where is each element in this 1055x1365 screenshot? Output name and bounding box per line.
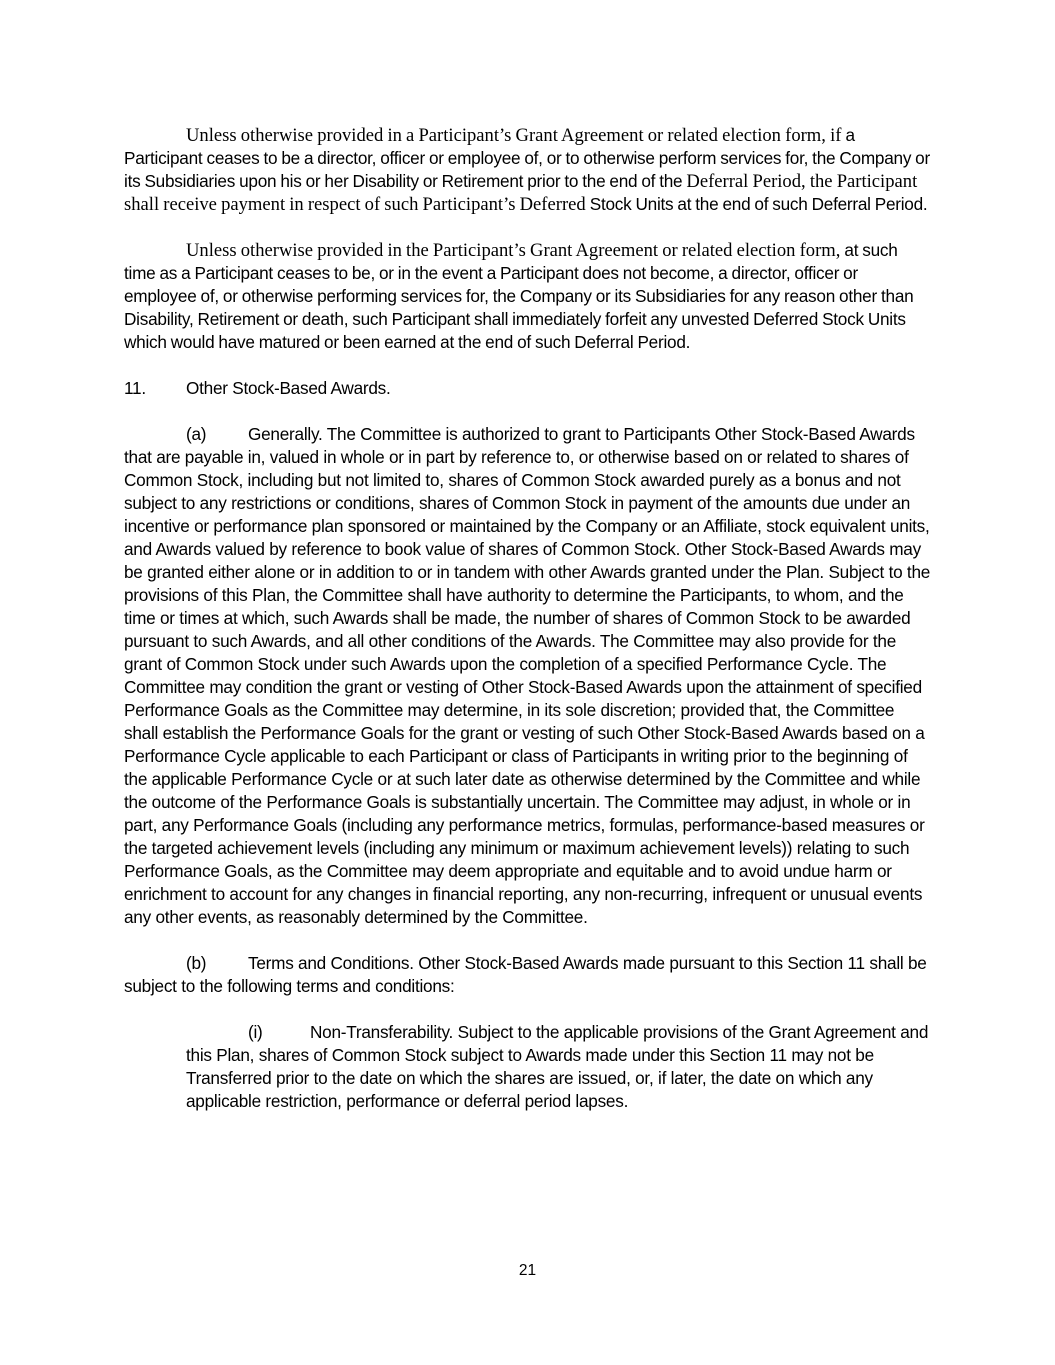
subsection-label: (b)	[186, 953, 207, 973]
paragraph-body-text: a Participant ceases to be a director, officer or employee of, or to otherwise perform services for, the Company or its Subsidiaries upon his or her Disability or Retirement prior to the end of the	[124, 125, 930, 191]
paragraph-disability-retirement	[124, 124, 932, 216]
paragraph-lead-text: Unless otherwise provided in a Participant’s Grant Agreement or related election form, if	[186, 125, 842, 146]
paragraph-serif-text: Deferral Period, the Participant shall receive payment in respect of such Participant’s Deferred	[124, 171, 918, 215]
document-body	[124, 124, 932, 1136]
paragraph-end-text: Stock Units at the end of such Deferral Period.	[585, 194, 928, 214]
page-number: 21	[518, 1262, 537, 1279]
section-11-heading	[124, 377, 932, 400]
subsection-text: Terms and Conditions. Other Stock-Based Awards made pursuant to this Section 11 shall be subject to the following terms and conditions:	[124, 953, 927, 996]
paragraph-forfeiture	[124, 239, 932, 354]
subsection-label: (a)	[186, 424, 207, 444]
section-title: Other Stock-Based Awards.	[186, 378, 391, 398]
subsection-a	[124, 423, 932, 929]
subsection-b	[124, 952, 932, 998]
paragraph-body-text: at such time as a Participant ceases to be, or in the event a Participant does not become, a director, officer or employee of, or otherwise performing services for, the Company or its Subsidiaries for any reason other than Disability, Retirement or death, such Participant shall immediately forfeit any unvested Deferred Stock Units which would have matured or been earned at the end of such Deferral Period.	[124, 240, 914, 352]
paragraph-lead-text: Unless otherwise provided in the Participant’s Grant Agreement or related election form,	[186, 240, 841, 261]
subsection-text: Non-Transferability. Subject to the applicable provisions of the Grant Agreement and this Plan, shares of Common Stock subject to Awards made under this Section 11 may not be Transferred prior to the date on which the shares are issued, or, if later, the date on which any applicable restriction, performance or deferral period lapses.	[186, 1022, 929, 1111]
subsection-text: Generally. The Committee is authorized to grant to Participants Other Stock-Based Awards that are payable in, valued in whole or in part by reference to, or otherwise based on or related to shares of Common Stock, including but not limited to, shares of Common Stock awarded purely as a bonus and not subject to any restrictions or conditions, shares of Common Stock in payment of the amounts due under an incentive or performance plan sponsored or maintained by the Company or an Affiliate, stock equivalent units, and Awards valued by reference to book value of shares of Common Stock. Other Stock-Based Awards may be granted either alone or in addition to or in tandem with other Awards granted under the Plan. Subject to the provisions of this Plan, the Committee shall have authority to determine the Participants, to whom, and the time or times at which, such Awards shall be made, the number of shares of Common Stock to be awarded pursuant to such Awards, and all other conditions of the Awards. The Committee may also provide for the grant of Common Stock under such Awards upon the completion of a specified Performance Cycle. The Committee may condition the grant or vesting of Other Stock-Based Awards upon the attainment of specified Performance Goals as the Committee may determine, in its sole discretion; provided that, the Committee shall establish the Performance Goals for the grant or vesting of such Other Stock-Based Awards based on a Performance Cycle applicable to each Participant or class of Participants in writing prior to the beginning of the applicable Performance Cycle or at such later date as otherwise determined by the Committee and while the outcome of the Performance Goals is substantially uncertain. The Committee may adjust, in whole or in part, any Performance Goals (including any performance metrics, formulas, performance-based measures or the targeted achievement levels (including any minimum or maximum achievement levels)) relating to such Performance Goals, as the Committee may deem appropriate and equitable and to avoid undue harm or enrichment to account for any changes in financial reporting, any non-recurring, infrequent or unusual events any other events, as reasonably determined by the Committee.	[124, 424, 931, 927]
subsection-b-i	[186, 1021, 932, 1113]
subsection-label: (i)	[248, 1022, 263, 1042]
section-number: 11.	[124, 378, 146, 398]
